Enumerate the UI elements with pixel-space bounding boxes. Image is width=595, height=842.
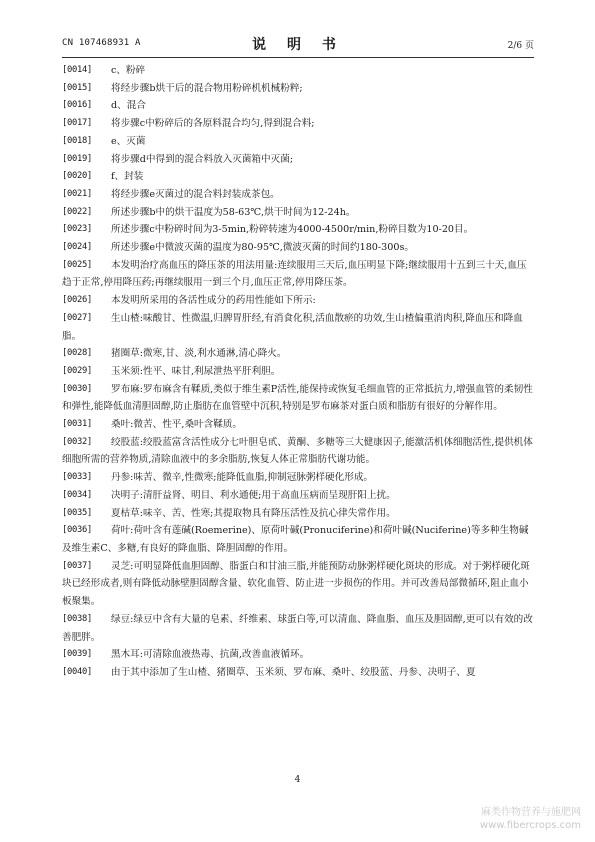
paragraph xyxy=(62,522,534,557)
paragraph-text: 所述步骤b中的烘干温度为58-63℃,烘干时间为12-24h。 xyxy=(111,206,356,218)
paragraph xyxy=(62,646,534,664)
paragraph xyxy=(62,151,534,169)
paragraph xyxy=(62,381,534,416)
paragraph xyxy=(62,115,534,133)
paragraph-number: [0039] xyxy=(62,649,92,660)
paragraph xyxy=(62,611,534,646)
paragraph-number: [0023] xyxy=(62,224,92,235)
paragraph xyxy=(62,363,534,381)
paragraph-text: 所述步骤e中微波灭菌的温度为80-95℃,微波灭菌的时间约180-300s。 xyxy=(111,242,414,254)
paragraph-text: 丹参:味苦、微辛,性微寒;能降低血脂,抑制冠脉粥样硬化形成。 xyxy=(111,472,374,484)
paragraph-text: 决明子:清肝益肾、明目、利水通便;用于高血压病而呈现肝阳上扰。 xyxy=(111,489,396,501)
paragraph-number: [0030] xyxy=(62,383,92,394)
paragraph xyxy=(62,62,534,80)
paragraph-text: 所述步骤c中粉碎时间为3-5min,粉碎转速为4000-4500r/min,粉碎目数为10-20目。 xyxy=(111,224,474,236)
paragraph-number: [0037] xyxy=(62,560,92,571)
paragraph-number: [0031] xyxy=(62,419,92,430)
paragraph-number: [0018] xyxy=(62,135,92,146)
paragraph-text: 将经步骤e灭菌过的混合料封装成茶包。 xyxy=(111,188,280,200)
paragraph-number: [0026] xyxy=(62,295,92,306)
page-header xyxy=(62,34,534,54)
paragraph-number: [0038] xyxy=(62,613,92,624)
paragraph-number: [0021] xyxy=(62,188,92,199)
paragraph-number: [0029] xyxy=(62,365,92,376)
paragraph-text: 桑叶:微苦、性平,桑叶含鞣质。 xyxy=(111,419,243,431)
paragraph-text: 黑木耳:可清除血液热毒、抗菌,改善血液循环。 xyxy=(111,649,310,661)
paragraph-number: [0024] xyxy=(62,242,92,253)
paragraph xyxy=(62,505,534,523)
paragraph xyxy=(62,292,534,310)
paragraph-number: [0032] xyxy=(62,436,92,447)
paragraph-text: e、灭菌 xyxy=(111,135,146,147)
paragraph-text: 将步骤d中得到的混合料放入灭菌箱中灭菌; xyxy=(111,153,294,165)
paragraph-text: c、粉碎 xyxy=(111,65,146,76)
paragraph-text: 猪圈草:微寒,甘、淡,利水通淋,清心降火。 xyxy=(111,348,287,360)
paragraph-number: [0019] xyxy=(62,153,92,164)
paragraph-number: [0027] xyxy=(62,312,92,323)
paragraph-text: 绞股蓝:绞股蓝富含活性成分七叶胆皂甙、黄酮、多糖等三大健康因子,能激活机体细胞活性,提供机体细胞所需的营养物质,清除血液中的多余脂肪,恢复人体正常脂肪代谢功能。 xyxy=(62,436,533,466)
paragraph-number: [0025] xyxy=(62,259,92,270)
paragraph xyxy=(62,80,534,98)
paragraph xyxy=(62,97,534,115)
paragraph-text: 将步骤c中粉碎后的各原料混合均匀,得到混合料; xyxy=(111,118,315,130)
watermark-line-2: www.fibercrops.com xyxy=(479,820,581,831)
paragraph xyxy=(62,186,534,204)
paragraph xyxy=(62,168,534,186)
paragraph xyxy=(62,345,534,363)
paragraph-text: 本发明治疗高血压的降压茶的用法用量:连续服用三天后,血压明显下降;继续服用十五到三十天,血压趋于正常,停用降压药;再继续服用一到三个月,血压正常,停用降压茶。 xyxy=(62,259,527,289)
paragraph-text: 荷叶:荷叶含有莲碱(Roemerine)、原荷叶碱(Pronuciferine)和荷叶碱(Nuciferine)等多种生物碱及维生素C、多糖,有良好的降血脂、降胆固醇的作用。 xyxy=(62,525,529,554)
paragraph-number: [0015] xyxy=(62,82,92,93)
page-indicator: 2/6 页 xyxy=(507,41,534,51)
paragraph xyxy=(62,239,534,257)
paragraph xyxy=(62,221,534,239)
paragraph xyxy=(62,133,534,151)
paragraph-number: [0036] xyxy=(62,525,92,536)
paragraph-text: 绿豆:绿豆中含有大量的皂素、纤维素、球蛋白等,可以清血、降血脂、血压及胆固醇,更可以有效的改善肥胖。 xyxy=(62,613,533,643)
paragraph xyxy=(62,257,534,292)
paragraph-number: [0033] xyxy=(62,472,92,483)
paragraph xyxy=(62,469,534,487)
paragraph xyxy=(62,310,534,345)
watermark-line-1: 麻类作物营养与施肥网 xyxy=(481,807,581,818)
paragraph xyxy=(62,558,534,611)
paragraph-number: [0040] xyxy=(62,666,92,677)
paragraph-text: d、混合 xyxy=(111,100,146,112)
header-divider xyxy=(62,57,534,58)
paragraph-number: [0035] xyxy=(62,507,92,518)
paragraph-text: 夏枯草:味辛、苦、性寒;其提取物具有降压活性及抗心律失常作用。 xyxy=(111,507,396,519)
paragraph-number: [0017] xyxy=(62,118,92,129)
paragraph xyxy=(62,434,534,469)
paragraph-number: [0028] xyxy=(62,348,92,359)
paragraph-text: 生山楂:味酸甘、性微温,归脾胃肝经,有消食化积,活血散瘀的功效,生山楂偏重消肉积,降血压和降血脂。 xyxy=(62,312,523,342)
paragraph-text: 由于其中添加了生山楂、猪圈草、玉米须、罗布麻、桑叶、绞股蓝、丹参、决明子、夏 xyxy=(111,666,476,678)
paragraph-text: 灵芝:可明显降低血胆固醇、脂蛋白和甘油三脂,并能预防动脉粥样硬化斑块的形成。对于粥样硬化斑块已经形成者,则有降低动脉壁胆固醇含量、软化血管、防止进一步损伤的作用。并可改善局部微循环,阻止血小板聚集。 xyxy=(62,560,530,608)
paragraph xyxy=(62,487,534,505)
paragraph-text: 玉米须:性平、味甘,利尿泄热平肝利胆。 xyxy=(111,365,281,377)
paragraph-number: [0020] xyxy=(62,171,92,182)
paragraph xyxy=(62,664,534,682)
document-body xyxy=(62,62,534,682)
page-number: 4 xyxy=(294,775,301,785)
watermark xyxy=(480,806,581,832)
paragraph-number: [0016] xyxy=(62,100,92,111)
paragraph-number: [0022] xyxy=(62,206,92,217)
paragraph-number: [0014] xyxy=(62,65,92,75)
paragraph xyxy=(62,416,534,434)
document-title: 说 明 书 xyxy=(252,37,344,53)
paragraph-number: [0034] xyxy=(62,489,92,500)
paragraph-text: 罗布麻:罗布麻含有鞣质,类似于维生素P活性,能保持或恢复毛细血管的正常抵抗力,增强血管的柔韧性和弹性,能降低血清胆固醇,防止脂肪在血管壁中沉积,特别是罗布麻茶对蛋白质和脂肪有很好的分解作用。 xyxy=(62,383,533,413)
patent-number: CN 107468931 A xyxy=(62,38,141,48)
paragraph-text: 将经步骤b烘干后的混合物用粉碎机机械粉粹; xyxy=(111,82,303,94)
paragraph-text: 本发明所采用的各活性成分的药用性能如下所示: xyxy=(111,295,316,307)
paragraph-text: f、封装 xyxy=(111,171,144,183)
paragraph xyxy=(62,204,534,222)
